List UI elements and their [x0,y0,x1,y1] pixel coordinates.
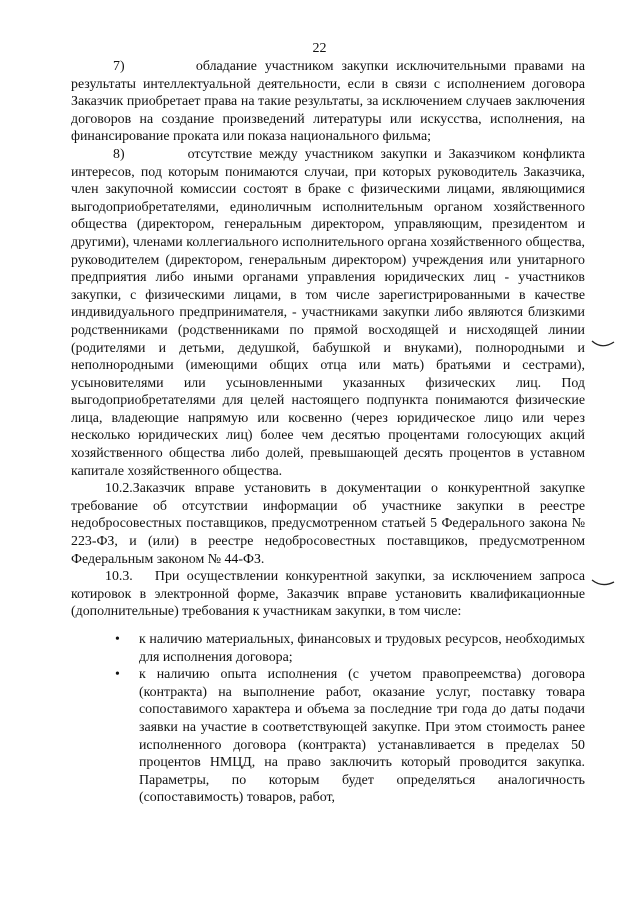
bullet-icon: • [115,632,120,647]
page-number: 22 [312,41,327,56]
margin-mark-icon [590,338,616,350]
requirements-list [115,631,585,807]
list-item [115,631,585,666]
list-item [115,666,585,807]
clause-10-2: 10.2.Заказчик вправе установить в документации о конкурентной закупке требование об отсутствии информации об участнике закупки в реестре недобросовестных поставщиков, предусмотренном статьей 5 Федерального закона № 223-ФЗ, и (или) в реестре недобросовестных поставщиков, предусмотренном Федеральным законом № 44-ФЗ. [71,481,585,567]
clause-10-3: 10.3. При осуществлении конкурентной закупки, за исключением запроса котировок в электронной форме, Заказчик вправе установить квалификационные (дополнительные) требования к участникам закупки, в том числе: [71,569,585,620]
clause-8: 8) отсутствие между участником закупки и Заказчиком конфликта интересов, под которым понимаются случаи, при которых руководитель Заказчика, член закупочной комиссии состоят в браке с физическими лицами, являющимися выгодоприобретателями, единоличным исполнительным органом хозяйственного общества (директором, генеральным директором, управляющим, президентом и другими), членами коллегиального исполнительного органа хозяйственного общества, руководителем (директором, генеральным директором) учреждения или унитарного предприятия либо иными органами управления юридических лиц - участников закупки, с физическими лицами, в том числе зарегистрированными в качестве индивидуального предпринимателя, - участниками закупки либо являются близкими родственниками (родственниками по прямой восходящей и нисходящей линии (родителями и детьми, дедушкой, бабушкой и внуками), полнородными и неполнородными (имеющими общих отца или мать) братьями и сестрами), усыновителями или усыновленными указанных физических лиц. Под выгодоприобретателями для целей настоящего подпункта понимаются физические лица, владеющие напрямую или косвенно (через юридическое лицо или через несколько юридических лиц) более чем десятью процентами голосующих акций хозяйственного общества либо долей, превышающей десять процентов в уставном капитале хозяйственного общества. [71,146,585,479]
list-item-text: к наличию материальных, финансовых и трудовых ресурсов, необходимых для исполнения договора; [139,632,585,665]
clause-7: 7) обладание участником закупки исключительными правами на результаты интеллектуальной деятельности, если в связи с исполнением договора Заказчик приобретает права на такие результаты, за исключением случаев заключения договоров на создание произведений литературы или искусства, исполнения, на финансирование проката или показа национального фильма; [71,59,585,145]
document-body [71,58,585,807]
bullet-icon: • [115,667,120,683]
list-item-text: к наличию опыта исполнения (с учетом правопреемства) договора (контракта) на выполнение работ, оказание услуг, поставку товара сопоставимого характера и объема за последние три года до даты подачи заявки на участие в соответствующей закупке. При этом стоимость ранее исполненного договора (контракта) устанавливается в пределах 50 процентов НМЦД, на право заключить который проводится закупка. Параметры, по которым будет определяться аналогичность (сопоставимость) товаров, работ, [139,667,585,806]
margin-mark-icon [590,577,616,589]
